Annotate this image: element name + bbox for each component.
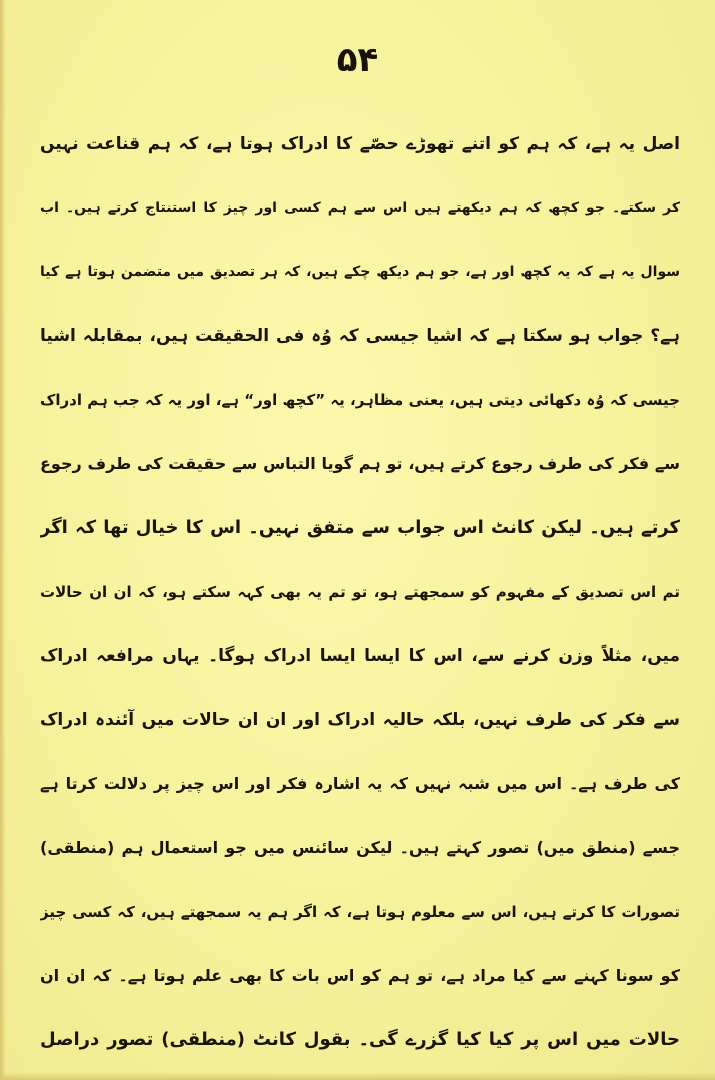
text-line: تصورات کا کرتے ہیں، اس سے معلوم ہوتا ہے، کہ اگر ہم یہ سمجھتے ہیں، کہ کسی چیز [40, 903, 680, 921]
text-line: سے فکر کی طرف رجوع کرتے ہیں، تو ہم گویا التباس سے حقیقت کی طرف رجوع [40, 454, 680, 473]
page-edge-shadow-left [0, 0, 6, 1080]
text-line: کرتے ہیں۔ لیکن کانٹ اس جواب سے متفق نہیں۔ اس کا خیال تھا کہ اگر [40, 517, 680, 538]
text-line: حالات میں اس پر کیا کیا گزرے گی۔ بقول کانٹ (منطقی) تصور دراصل [40, 1029, 680, 1050]
page-edge-shadow-bottom [0, 1072, 715, 1080]
text-line: جسے (منطق میں) تصور کہتے ہیں۔ لیکن سائنس میں جو استعمال ہم (منطقی) [40, 838, 680, 857]
text-line: ہے؟ جواب ہو سکتا ہے کہ اشیا جیسی کہ وُہ فی الحقیقت ہیں، بمقابلہ اشیا [40, 326, 680, 346]
text-line: سے فکر کی طرف نہیں، بلکہ حالیہ ادراک اور ان ان حالات میں آئندہ ادراک [40, 710, 680, 730]
page-number: ۵۴ [336, 40, 379, 80]
text-line: تم اس تصدیق کے مفہوم کو سمجھتے ہو، تو تم یہ بھی کہہ سکتے ہو، کہ ان ان حالات [40, 583, 680, 601]
text-line: سوال یہ ہے کہ یہ کچھ اور ہے، جو ہم دیکھ چکے ہیں، کہ ہر تصدیق میں متضمن ہوتا ہے کیا [40, 264, 680, 280]
text-line: جیسی کہ وُہ دکھائی دیتی ہیں، یعنی مظاہر، یہ ”کچھ اور“ ہے، اور یہ کہ جب ہم ادراک [40, 391, 680, 409]
text-line: اصل یہ ہے، کہ ہم کو اتنے تھوڑے حصّے کا ادراک ہوتا ہے، کہ ہم قناعت نہیں [40, 134, 680, 154]
text-line: کر سکتے۔ جو کچھ کہ ہم دیکھتے ہیں اس سے ہم کسی اور چیز کا استنتاج کرتے ہیں۔ اب [40, 200, 680, 216]
text-line: کو سونا کہنے سے کیا مراد ہے، تو ہم کو اس بات کا بھی علم ہوتا ہے۔ کہ ان ان [40, 966, 680, 985]
text-line: کی طرف ہے۔ اس میں شبہ نہیں کہ یہ اشارہ فکر اور اس چیز پر دلالت کرتا ہے [40, 774, 680, 793]
text-line: میں، مثلاً وزن کرنے سے، اس کا ایسا ایسا ادراک ہوگا۔ یہاں مرافعہ ادراک [40, 646, 680, 666]
body-text [40, 112, 680, 1072]
